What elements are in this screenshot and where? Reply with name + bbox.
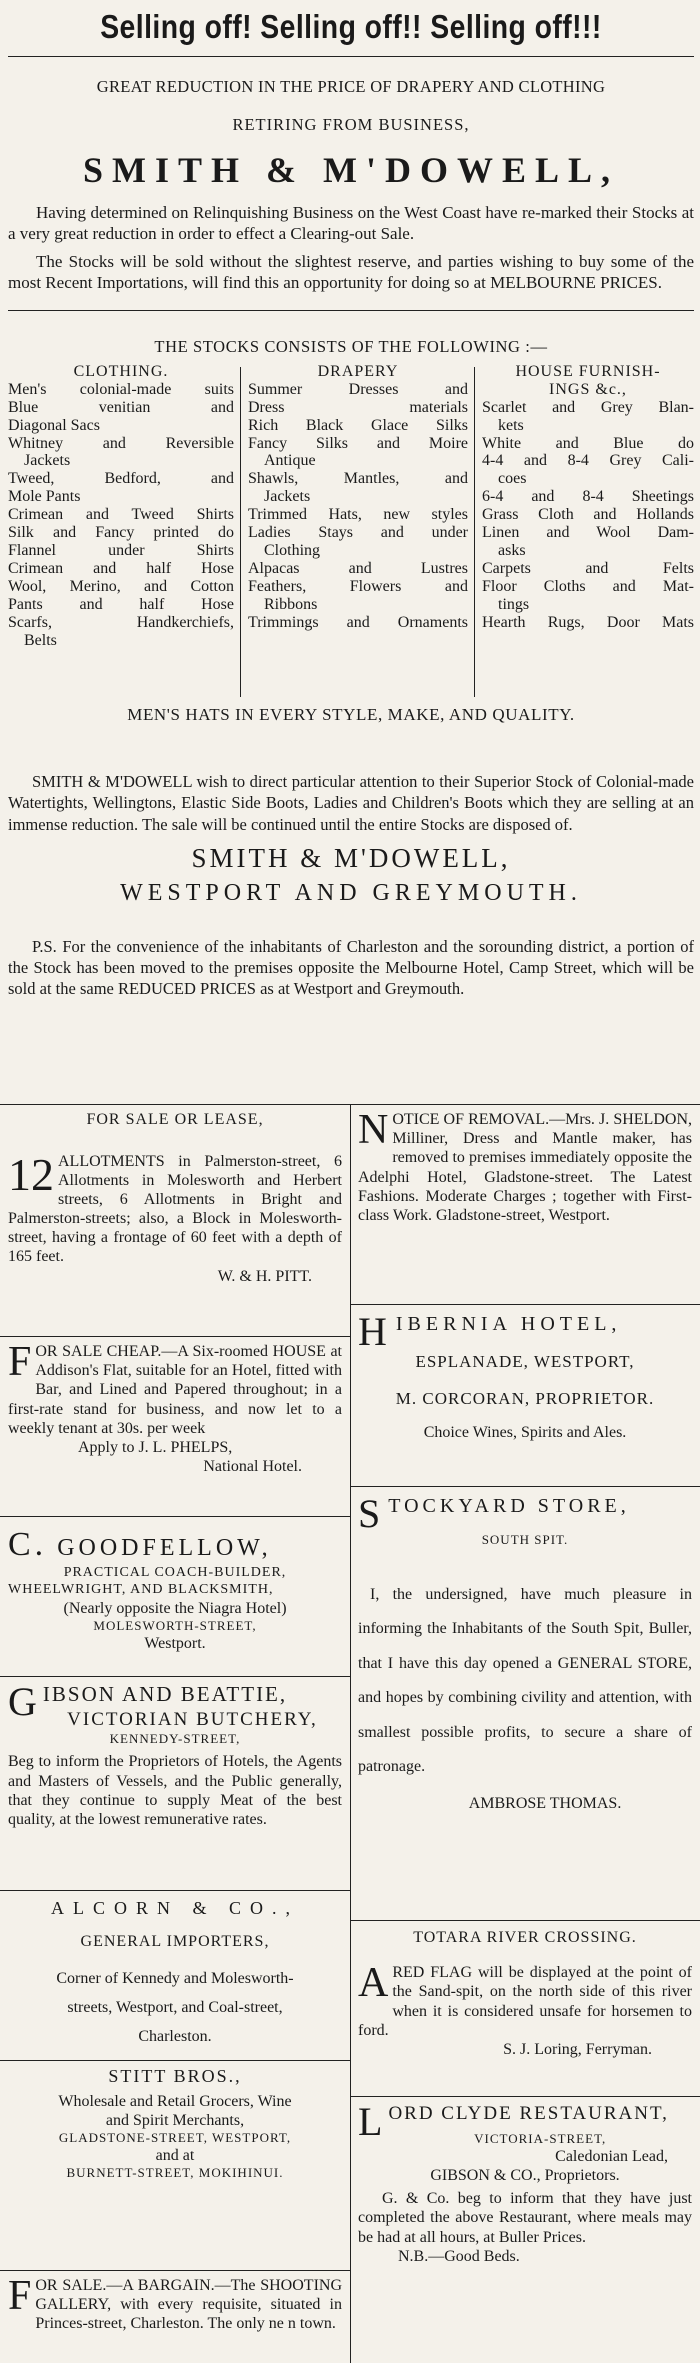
gibson-body: Beg to inform the Proprietors of Hotels, the Agents and Masters of Vessels, and the Public generally, that they continue to supply Meat of the best quality, at the lowest remunerative rates. (8, 1753, 342, 1828)
sale-lease-ad (8, 1110, 342, 1286)
sale-lease-signature: W. & H. PITT. (217, 1267, 312, 1285)
goodfellow-ad (8, 1524, 342, 1653)
retiring-line: RETIRING FROM BUSINESS, (232, 115, 470, 134)
stock-item: 4-4 and 8-4 Grey Cali- (482, 452, 694, 470)
stock-item: Grass Cloth and Hollands (482, 506, 694, 524)
house-items (482, 399, 694, 632)
stock-item: tings (498, 595, 530, 613)
sale-cheap-apply: Apply to J. L. PHELPS, (78, 1438, 233, 1456)
stock-item: Belts (24, 631, 57, 649)
alcorn-sub: GENERAL IMPORTERS, (80, 1932, 270, 1950)
divider (350, 1920, 700, 1921)
removal-body: OTICE OF REMOVAL.—Mrs. J. SHELDON, Milliner, Dress and Mantle maker, has removed to premises immediately opposite the Adelphi Hotel, Gladstone-street. The Latest Fashions. Moderate Charges ; together with First-class Work. Gladstone-street, Westport. (358, 1111, 692, 1224)
stock-item: Silk and Fancy printed do (8, 524, 234, 542)
divider (0, 1890, 350, 1891)
stock-item: Pants and half Hose (8, 595, 234, 613)
gibson-street: KENNEDY-STREET, (109, 1730, 241, 1746)
stock-item: Antique (264, 452, 316, 470)
goodfellow-heading (8, 1524, 342, 1565)
stock-item: Ribbons (264, 595, 318, 613)
reduction-line: GREAT REDUCTION IN THE PRICE OF DRAPERY AND CLOTHING (96, 77, 606, 96)
stock-item: Crimean and half Hose (8, 559, 234, 577)
stock-item: Dress materials (248, 398, 468, 416)
center-column-rule (350, 1104, 351, 2363)
drapery-items (248, 381, 468, 632)
drop-initial: A (358, 1960, 389, 2007)
stockyard-body: I, the undersigned, have much pleasure in informing the Inhabitants of the South Spit, Buller, that I have this day opened a GENERAL STORE, and hopes by combining civility and attention, with smallest possible profits, to secure a share of patronage. (358, 1585, 692, 1775)
stock-item: Carpets and Felts (482, 559, 694, 577)
stock-item: Flannel under Shirts (8, 542, 234, 559)
stock-item: Fancy Silks and Moire (248, 434, 468, 452)
goodfellow-line-5: Westport. (144, 1634, 206, 1652)
stock-item: Ladies Stays and under (248, 524, 468, 542)
divider (0, 2270, 350, 2271)
sale-lease-text (8, 1148, 342, 1267)
stock-item: Jackets (264, 488, 311, 506)
goodfellow-line-4: MOLESWORTH-STREET, (93, 1618, 257, 1634)
stock-item: Hearth Rugs, Door Mats (482, 613, 694, 631)
firm-name-2: SMITH & M'DOWELL, (191, 843, 511, 874)
clyde-line-1: VICTORIA-STREET, (474, 2131, 607, 2147)
drop-initial: F (8, 2273, 32, 2319)
stock-item: Diagonal Sacs (8, 416, 100, 434)
alcorn-name: ALCORN & CO., (50, 1898, 299, 1918)
drapery-heading: DRAPERY (317, 362, 399, 380)
stock-item: Trimmed Hats, new styles (248, 506, 468, 524)
intro-paragraph-2: The Stocks will be sold without the slightest reserve, and parties wishing to buy some of the most Recent Importations, will find this an opportunity for doing so at MELBOURNE PRICES. (8, 252, 694, 293)
hibernia-line-2: M. CORCORAN, PROPRIETOR. (395, 1388, 655, 1408)
gibson-sub: VICTORIAN BUTCHERY, (67, 1708, 318, 1730)
ps-paragraph: P.S. For the convenience of the inhabitants of Charleston and the sorounding district, a portion of the Stock has been moved to the premises opposite the Melbourne Hotel, Camp Street, which will be sold at the same REDUCED PRICES as at Westport and Greymouth. (8, 937, 694, 998)
stockyard-signature: AMBROSE THOMAS. (468, 1795, 622, 1813)
gibson-heading (8, 1679, 342, 1731)
alcorn-line-2: streets, Westport, and Coal-street, (67, 1998, 283, 2016)
stitt-line-4: and at (155, 2146, 195, 2164)
stock-item: coes (498, 470, 527, 488)
selling-off-headline: Selling off! Selling off!! Selling off!!! (100, 8, 602, 45)
stitt-name: STITT BROS., (108, 2066, 242, 2086)
clothing-items (8, 381, 234, 650)
divider (0, 1516, 350, 1517)
divider (0, 1336, 350, 1337)
stock-item: Trimmings and Ornaments (248, 613, 468, 631)
alcorn-line-1: Corner of Kennedy and Molesworth- (56, 1970, 294, 1988)
divider (350, 1486, 700, 1487)
gibson-beattie-ad (8, 1679, 342, 1829)
clyde-line-2: Caledonian Lead, (555, 2147, 668, 2165)
goodfellow-line-2: WHEELWRIGHT, AND BLACKSMITH, (8, 1582, 274, 1598)
stock-item: asks (498, 542, 526, 559)
sale-cheap-hotel: National Hotel. (203, 1458, 302, 1476)
goodfellow-line-1: PRACTICAL COACH-BUILDER, (63, 1565, 287, 1581)
totara-signature: S. J. Loring, Ferryman. (503, 2040, 652, 2058)
clyde-line-3: GIBSON & CO., Proprietors. (430, 2166, 620, 2184)
house-heading: HOUSE FURNISH- (515, 362, 661, 380)
sale-cheap-ad (8, 1339, 342, 1476)
house-furnishings-column (482, 363, 694, 632)
divider (350, 1304, 700, 1305)
stock-item: Jackets (24, 452, 71, 470)
stock-item: Rich Black Glace Silks (248, 416, 468, 434)
stockyard-name: TOCKYARD STORE, (388, 1495, 630, 1517)
clyde-nb: N.B.—Good Beds. (398, 2247, 520, 2265)
stock-item: Shawls, Mantles, and (248, 470, 468, 488)
drop-initial: N (358, 1107, 389, 1153)
stockyard-heading (358, 1491, 692, 1536)
stitt-line-1: Wholesale and Retail Grocers, Wine (58, 2092, 292, 2110)
stock-item: Scarfs, Handkerchiefs, (8, 613, 234, 631)
totara-crossing-ad (358, 1928, 692, 2059)
stock-item: Tweed, Bedford, and (8, 470, 234, 488)
stock-item: Wool, Merino, and Cotton (8, 577, 234, 595)
stock-item: Linen and Wool Dam- (482, 524, 694, 542)
goodfellow-line-3: (Nearly opposite the Niagra Hotel) (63, 1600, 287, 1618)
divider (350, 2096, 700, 2097)
clothing-column (8, 363, 234, 650)
drop-initial: 12 (8, 1148, 54, 1200)
alcorn-ad (8, 1898, 342, 2052)
stitt-line-2: and Spirit Merchants, (105, 2112, 245, 2130)
lord-clyde-restaurant-ad (358, 2099, 692, 2266)
goodfellow-name: GOODFELLOW, (57, 1535, 272, 1561)
totara-text (358, 1960, 692, 2040)
intro-paragraph-1: Having determined on Relinquishing Business on the West Coast have re-marked their Stocks at a very great reduction in order to effect a Clearing-out Sale. (8, 203, 694, 243)
hibernia-line-1: ESPLANADE, WESTPORT, (415, 1352, 635, 1372)
sale-lease-body: ALLOTMENTS in Palmerston-street, 6 Allotments in Molesworth and Herbert streets, 6 Allotments in Bright and Palmerston-streets; also, a Block in Molesworth-street, having a frontage of 60 feet with a depth of 165 feet. (8, 1152, 342, 1266)
stock-item: Scarlet and Grey Blan- (482, 398, 694, 416)
drop-initial: H (358, 1309, 392, 1354)
stock-item: Floor Cloths and Mat- (482, 577, 694, 595)
stock-item: Feathers, Flowers and (248, 577, 468, 595)
hibernia-hotel-ad (358, 1309, 692, 1442)
totara-body: RED FLAG will be displayed at the point of the Sand-spit, on the north side of this river when it is considered unsafe for horsemen to ford. (358, 1964, 692, 2039)
removal-notice-ad (358, 1107, 692, 1225)
stock-item: White and Blue do (482, 434, 694, 452)
stockyard-store-ad (358, 1491, 692, 1814)
goodfellow-initial: C. (8, 1526, 48, 1563)
stitt-line-5: BURNETT-STREET, MOKIHINUI. (66, 2165, 284, 2181)
divider (0, 2060, 350, 2061)
divider (0, 1676, 350, 1677)
column-rule (240, 367, 241, 697)
drapery-column (248, 363, 468, 632)
stock-item: Men's colonial-made suits (8, 380, 234, 398)
sale-lease-heading: FOR SALE OR LEASE, (86, 1111, 264, 1128)
hibernia-heading (358, 1309, 692, 1354)
alcorn-line-3: Charleston. (138, 2027, 212, 2045)
stock-item: Mole Pants (8, 488, 81, 506)
drop-initial: F (8, 1339, 32, 1385)
house-heading-cont: INGS &c., (549, 380, 627, 398)
drop-initial: S (358, 1491, 385, 1536)
stock-item: Crimean and Tweed Shirts (8, 506, 234, 524)
clothing-heading: CLOTHING. (73, 362, 169, 380)
towns-line: WESTPORT AND GREYMOUTH. (120, 880, 582, 907)
drop-initial: L (358, 2099, 385, 2144)
clyde-body: G. & Co. beg to inform that they have just completed the above Restaurant, where meals may be had at all hours, at Buller Prices. (358, 2190, 692, 2246)
column-rule (474, 367, 475, 697)
divider (8, 56, 694, 57)
smith-mdowell-advertisement (8, 0, 694, 1100)
stock-item: 6-4 and 8-4 Sheetings (482, 488, 694, 506)
sale-cheap-body: OR SALE CHEAP.—A Six-roomed HOUSE at Addison's Flat, suitable for an Hotel, fitted with Bar, and Lined and Papered throughout; in a first-rate stand for business, and now let to a weekly tenant at 30s. per week (8, 1343, 342, 1437)
stocks-heading: THE STOCKS CONSISTS OF THE FOLLOWING :— (154, 336, 548, 356)
shooting-gallery-ad (8, 2273, 342, 2334)
stock-item: Clothing (264, 542, 321, 559)
stitt-ad (8, 2066, 342, 2181)
stock-item: Summer Dresses and (248, 380, 468, 398)
hats-line: MEN'S HATS IN EVERY STYLE, MAKE, AND QUALITY. (127, 704, 575, 724)
divider (8, 310, 694, 311)
hibernia-name: IBERNIA HOTEL, (395, 1313, 622, 1335)
gibson-name: IBSON AND BEATTIE, (42, 1682, 288, 1706)
clyde-name: ORD CLYDE RESTAURANT, (388, 2103, 669, 2124)
gallery-body: OR SALE.—A BARGAIN.—The SHOOTING GALLERY, with every requisite, situated in Princes-street, Charleston. The only ne n town. (35, 2277, 342, 2333)
hibernia-line-3: Choice Wines, Spirits and Ales. (423, 1424, 627, 1442)
stocks-list (8, 363, 694, 701)
stitt-line-3: GLADSTONE-STREET, WESTPORT, (58, 2130, 292, 2146)
firm-name: SMITH & M'DOWELL, (82, 150, 620, 190)
stock-item: Whitney and Reversible (8, 434, 234, 452)
attention-paragraph: SMITH & M'DOWELL wish to direct particular attention to their Superior Stock of Colonial-made Watertights, Wellingtons, Elastic Side Boots, Ladies and Children's Boots which they are selling at an immense reduction. The sale will be continued until the entire Stocks are disposed of. (8, 771, 694, 834)
stockyard-sub: SOUTH SPIT. (481, 1532, 569, 1548)
stock-item: Alpacas and Lustres (248, 559, 468, 577)
drop-initial: G (8, 1679, 39, 1724)
stock-item: Blue venitian and (8, 398, 234, 416)
stock-item: kets (498, 416, 524, 434)
totara-heading: TOTARA RIVER CROSSING. (413, 1929, 637, 1946)
